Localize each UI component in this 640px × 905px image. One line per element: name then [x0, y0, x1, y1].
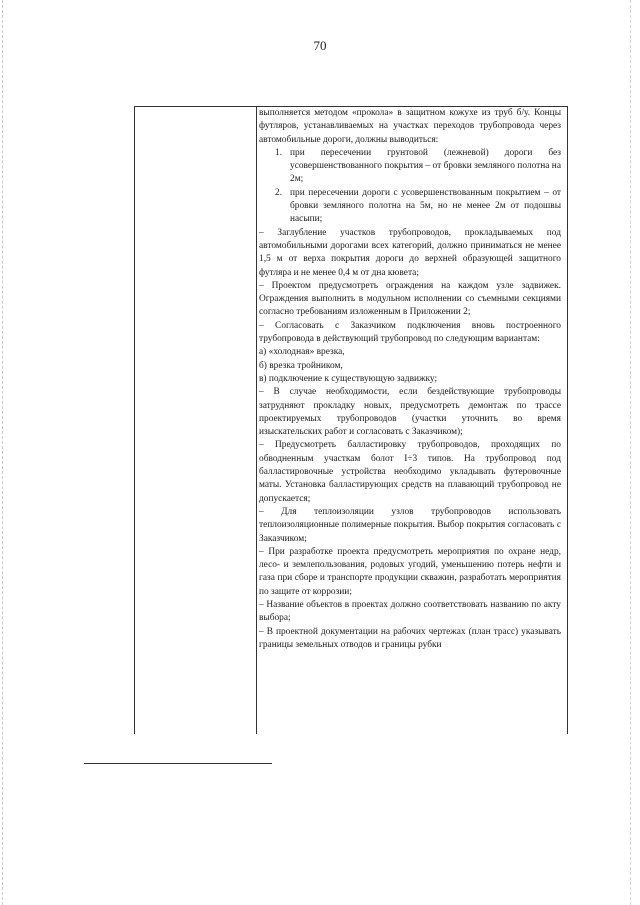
footnote-separator: [84, 763, 272, 764]
page-number: 70: [313, 38, 327, 53]
table-column-divider: [256, 106, 257, 734]
scan-edge-right: [630, 0, 631, 905]
lettered-item: б) врезка тройником,: [259, 360, 343, 371]
scan-edge-left: [2, 0, 3, 905]
paragraph: выполняется методом «прокола» в защитном кожухе из труб б/у. Концы футляров, устанавливаемых на участках переходов трубопровода через автомобильные дороги, должны выводиться:: [259, 108, 561, 145]
item-text: при пересечении грунтовой (лежневой) дороги без усовершенствованного покрытия – от бровки земляного полотна на 2м;: [290, 147, 561, 185]
paragraph: – В случае необходимости, если бездействующие трубопроводы затрудняют прокладку новых, предусмотреть демонтаж по трассе проектируемых трубопроводов (участки уточнить во время изыскательских работ и согласовать с Заказчиком);: [259, 387, 561, 438]
paragraph: – Заглубление участков трубопроводов, прокладываемых под автомобильными дорогами всех категорий, должно приниматься не менее 1,5 м от верха покрытия дороги до верхней образующей защитного футляра и не менее 0,4 м от дна кювета;: [259, 227, 561, 278]
paragraph: – Название объектов в проектах должно соответствовать названию по акту выбора;: [259, 599, 561, 624]
lettered-item: а) «холодная» врезка,: [259, 347, 345, 358]
item-number: 2.: [275, 187, 283, 198]
numbered-item: [275, 187, 561, 227]
item-text: при пересечении дороги с усовершенствованным покрытием – от бровки земляного полотна на 5м, но не менее 2м от подошвы насыпи;: [290, 187, 561, 225]
paragraph: – Для теплоизоляции узлов трубопроводов использовать теплоизоляционные полимерные покрытия. Выбор покрытия согласовать с Заказчиком;: [259, 506, 561, 544]
paragraph: – Согласовать с Заказчиком подключения вновь построенного трубопровода в действующий трубопровод по следующим вариантам:: [259, 320, 561, 345]
paragraph: – Проектом предусмотреть ограждения на каждом узле задвижек. Ограждения выполнить в модульном исполнении со съемными секциями согласно требованиям изложенным в Приложении 2;: [259, 280, 561, 318]
paragraph: – В проектной документации на рабочих чертежах (план трасс) указывать границы земельных отводов и границы рубки: [259, 626, 561, 650]
paragraph: – Предусмотреть балластировку трубопроводов, проходящих по обводненным участкам болот I÷3 типов. На трубопровод под балластировочные устройства необходимо укладывать футеровочные маты. Установка балластирующих средств на плавающий трубопровод не допускается;: [259, 440, 561, 504]
item-number: 1.: [275, 147, 283, 158]
numbered-item: [275, 147, 561, 187]
lettered-item: в) подключение к существующую задвижку;: [259, 373, 438, 384]
paragraph: – При разработке проекта предусмотреть мероприятия по охране недр, лесо- и землепользования, родовых угодий, уменьшению потерь нефти и газа при сборе и транспорте продукции скважин, разработать мероприятия по защите от коррозии;: [259, 546, 561, 597]
table-content-cell: [259, 107, 561, 652]
